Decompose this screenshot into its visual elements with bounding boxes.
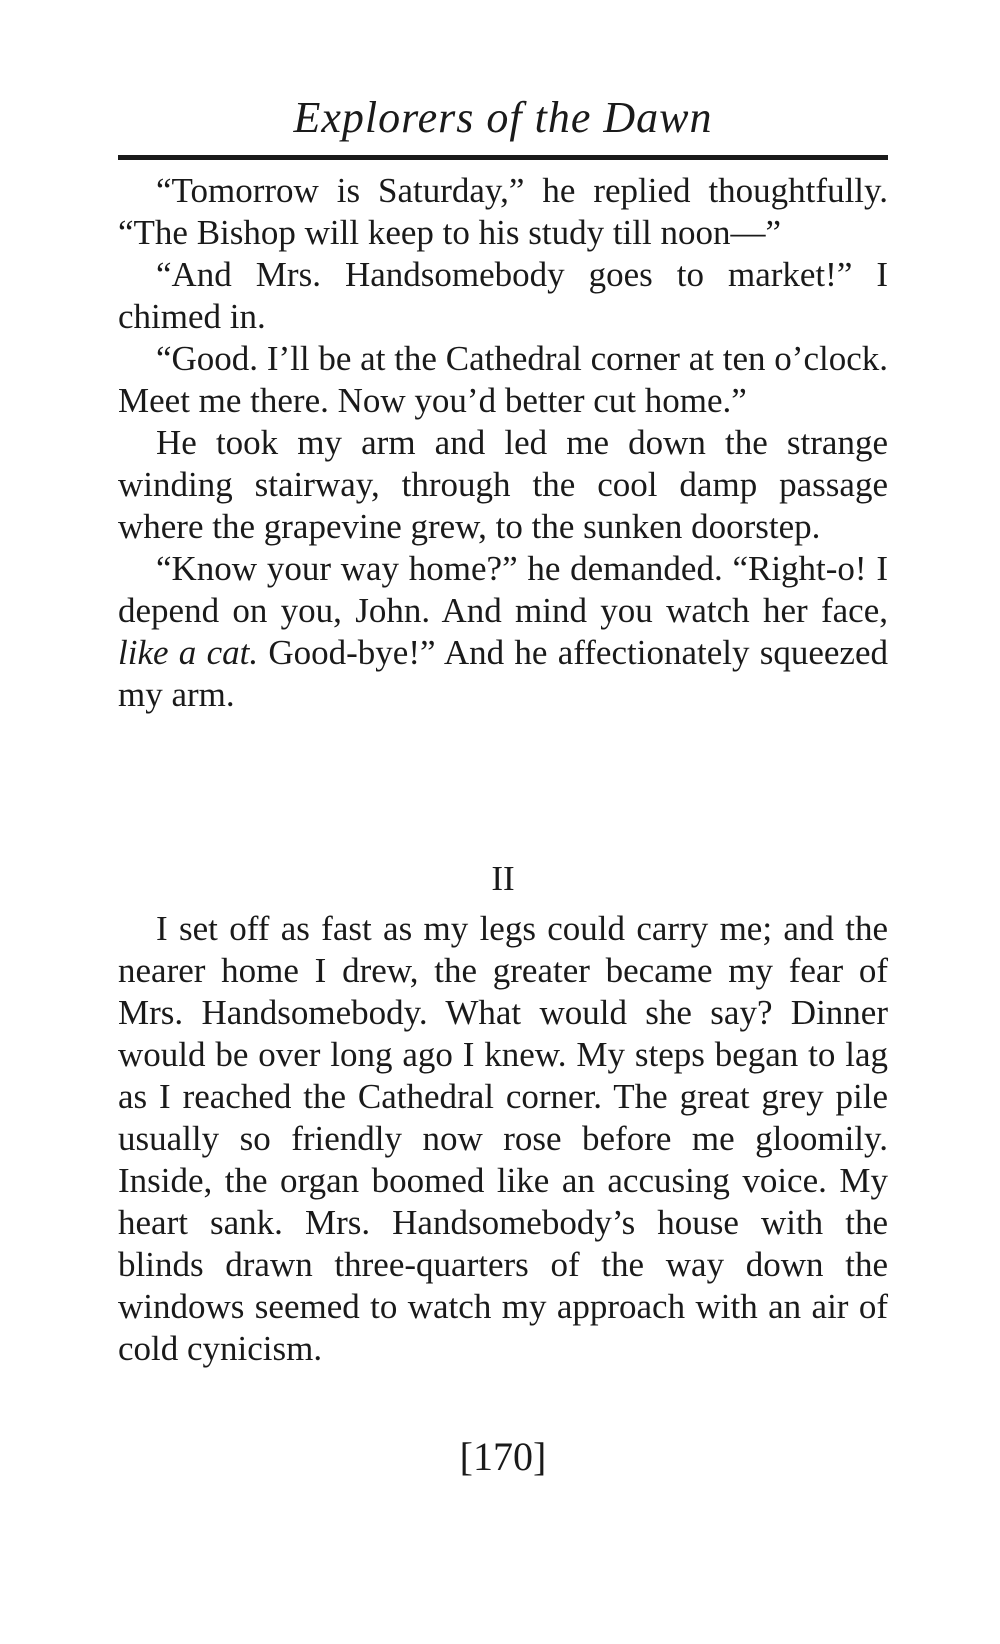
paragraph-text: Good-bye!” And he affectionately squeezed my arm.: [118, 633, 888, 714]
running-title: Explorers of the Dawn: [293, 93, 713, 142]
text-block-top: [118, 170, 888, 716]
paragraph: I set off as fast as my legs could carry me; and the nearer home I drew, the greater became my fear of Mrs. Handsomebody. What would she say? Dinner would be over long ago I knew. My steps began to lag as I reached the Cathedral corner. The great grey pile usually so friendly now rose before me gloomily. Inside, the organ boomed like an accusing voice. My heart sank. Mrs. Handsomebody’s house with the blinds drawn three-quarters of the way down the windows seemed to watch my approach with an air of cold cynicism.: [118, 909, 888, 1368]
paragraph-with-italic: [118, 548, 888, 716]
page-number: [170]: [459, 1434, 547, 1479]
paragraph: “And Mrs. Handsomebody goes to market!” I chimed in.: [118, 255, 888, 336]
italic-phrase: like a cat.: [118, 633, 259, 672]
paragraph: “Good. I’ll be at the Cathedral corner at ten o’clock. Meet me there. Now you’d better cut home.”: [118, 339, 888, 420]
header-rule: [118, 155, 888, 160]
section-heading: II: [491, 859, 515, 898]
text-block-bottom: [118, 908, 888, 1370]
paragraph-text: “Know your way home?” he demanded. “Right-o! I depend on you, John. And mind you watch her face,: [118, 549, 888, 630]
paragraph: He took my arm and led me down the strange winding stairway, through the cool damp passage where the grapevine grew, to the sunken doorstep.: [118, 423, 888, 546]
paragraph: “Tomorrow is Saturday,” he replied thoughtfully. “The Bishop will keep to his study till noon—”: [118, 171, 888, 252]
